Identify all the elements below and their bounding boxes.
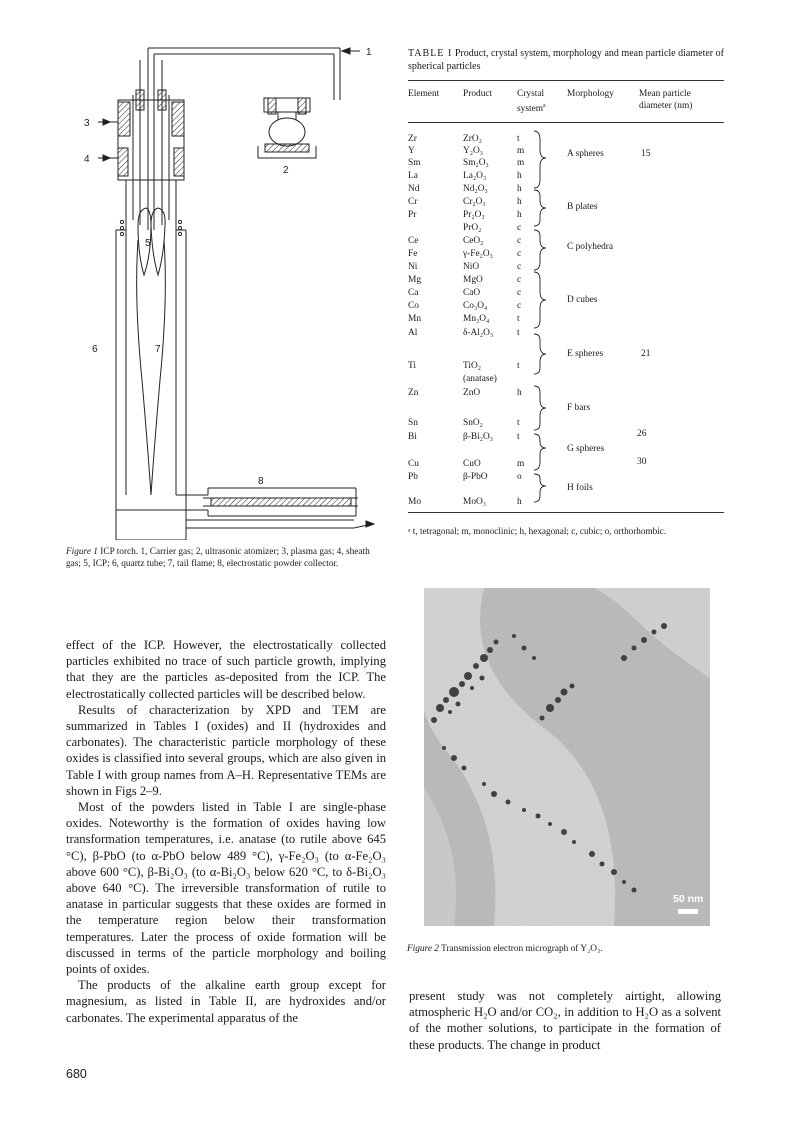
cell-element: Co — [408, 301, 419, 311]
header-element: Element — [408, 89, 440, 99]
group-a-morphology: A spheres — [567, 149, 604, 159]
cell-crystal: c — [517, 249, 522, 259]
table1-title-text: Product, crystal system, morphology and mean particle diameter of spherical particles — [408, 48, 724, 72]
cell-crystal: c — [517, 288, 522, 298]
figure1-caption-label: Figure 1 — [66, 547, 98, 557]
cell-crystal: h — [517, 171, 522, 181]
header-crystal-text: Crystal system — [517, 89, 545, 115]
cell-crystal: t — [517, 328, 520, 338]
header-product: Product — [463, 89, 493, 99]
cell-crystal: c — [517, 262, 522, 272]
cell-element: Mo — [408, 497, 422, 507]
fig1-label-2: 2 — [283, 165, 289, 176]
right-column-text — [409, 988, 721, 1053]
table1-label: TABLE I — [408, 48, 453, 59]
cell-product: SnO₂ — [463, 418, 483, 428]
cell-product: CuO — [463, 459, 481, 469]
group-d-morphology: D cubes — [567, 295, 598, 305]
cell-element: Zn — [408, 388, 419, 398]
table-bottom-rule — [408, 512, 724, 513]
group-g-morphology: G spheres — [567, 444, 605, 454]
fig1-label-8: 8 — [258, 476, 264, 487]
fig1-label-5: 5 — [145, 238, 151, 249]
cell-product: (anatase) — [463, 374, 497, 384]
cell-crystal: t — [517, 361, 520, 371]
scale-bar-label: 50 nm — [673, 893, 704, 905]
fig1-label-6: 6 — [92, 344, 98, 355]
cell-product: Pr₂O₃ — [463, 210, 485, 220]
cell-element: Fe — [408, 249, 418, 259]
cell-element: Cu — [408, 459, 419, 469]
cell-crystal: c — [517, 275, 522, 285]
table-top-rule — [408, 80, 724, 81]
group-e-diameter: 21 — [641, 349, 651, 359]
paragraph: Most of the powders listed in Table I are single-phase oxides. Noteworthy is the formation of oxides having low transformation temperatures, i.e. anatase (to rutile above 645 °C), β-PbO (to α-PbO below 489 °C), γ-Fe₂O₃ (to α-Fe₂O₃ above 600 °C), β-Bi₂O₃ (to α-Bi₂O₃ below 620 °C, to δ-Bi₂O₃ above 640 °C). The irreversible transformation of rutile to anatase in particular suggests that these oxides are formed in the temperature region below their transformation temperatures. Later the process of oxide formation will be discussed in terms of the particle morphology and boiling points of oxides. — [66, 800, 386, 977]
table1-title — [408, 47, 724, 73]
cell-product: La₂O₃ — [463, 171, 487, 181]
cell-product: CaO — [463, 288, 481, 298]
table1-footnote: ᵃ t, tetragonal; m, monoclinic; h, hexagonal; c, cubic; o, orthorhombic. — [408, 526, 667, 536]
cell-product: Cr₂O₃ — [463, 197, 486, 207]
cell-product: TiO₂ — [463, 361, 482, 371]
cell-element: Sm — [408, 158, 421, 168]
cell-product: δ-Al₂O₃ — [463, 328, 494, 338]
paragraph: Results of characterization by XPD and TEM are summarized in Tables I (oxides) and II (hydroxides and carbonates). The characteristic particle morphology of these oxides is classified into several groups, which are also given in Table I with group names from A–H. Representative TEMs are shown in Figs 2–9. — [66, 702, 386, 798]
figure1-caption — [66, 546, 378, 570]
cell-element: Y — [408, 146, 415, 156]
cell-product: ZnO — [463, 388, 481, 398]
cell-product: MoO₃ — [463, 497, 487, 507]
cell-crystal: h — [517, 497, 522, 507]
cell-crystal: c — [517, 301, 522, 311]
cell-crystal: o — [517, 472, 522, 482]
header-mean-diameter: Mean particle diameter (nm) — [639, 89, 693, 111]
fig1-label-7: 7 — [155, 344, 161, 355]
cell-crystal: t — [517, 432, 520, 442]
cell-product: β-Bi₂O₃ — [463, 432, 494, 442]
cell-element: Sn — [408, 418, 418, 428]
cell-element: Nd — [408, 184, 420, 194]
cell-element: Ti — [408, 361, 417, 371]
header-morphology: Morphology — [567, 89, 614, 99]
left-column-text — [66, 637, 386, 1026]
cell-element: Pb — [408, 472, 418, 482]
group-b-morphology: B plates — [567, 202, 598, 212]
cell-element: Mn — [408, 314, 422, 324]
cell-crystal: m — [517, 146, 525, 156]
group-a-diameter: 15 — [641, 149, 651, 159]
cell-crystal: t — [517, 314, 520, 324]
cell-product: MgO — [463, 275, 483, 285]
cell-element: Ce — [408, 236, 419, 246]
tem-micrograph — [424, 588, 710, 926]
cell-crystal: m — [517, 459, 525, 469]
header-crystal-footnote-mark: a — [543, 103, 546, 109]
cell-product: Mn₃O₄ — [463, 314, 490, 324]
cell-product: ZrO₂ — [463, 134, 482, 144]
cell-crystal: c — [517, 223, 522, 233]
figure2-caption-label: Figure 2 — [407, 944, 439, 954]
cell-product: Y₂O₃ — [463, 146, 484, 156]
cell-product: CeO₂ — [463, 236, 484, 246]
cell-element: Al — [408, 328, 418, 338]
scale-bar — [678, 909, 698, 914]
group-f-extra-diameter: 26 — [637, 429, 647, 439]
cell-element: Ca — [408, 288, 419, 298]
cell-product: PrO₂ — [463, 223, 482, 233]
cell-product: NiO — [463, 262, 480, 272]
cell-crystal: t — [517, 134, 520, 144]
cell-product: Nd₂O₃ — [463, 184, 488, 194]
group-f-morphology: F bars — [567, 403, 591, 413]
page-number: 680 — [66, 1067, 87, 1081]
cell-product: γ-Fe₂O₃ — [463, 249, 493, 259]
cell-crystal: t — [517, 418, 520, 428]
group-braces — [528, 128, 558, 520]
header-crystal-system — [517, 88, 567, 115]
group-c-morphology: C polyhedra — [567, 242, 614, 252]
cell-product: Co₃O₄ — [463, 301, 488, 311]
paragraph: The products of the alkaline earth group except for magnesium, as listed in Table II, are hydroxides and/or carbonates. The experimental apparatus of the — [66, 978, 386, 1025]
fig1-label-1: 1 — [366, 47, 372, 58]
figure2-caption — [407, 944, 723, 954]
cell-element: La — [408, 171, 418, 181]
group-g-extra-diameter: 30 — [637, 457, 647, 467]
group-h-morphology: H foils — [567, 483, 593, 493]
cell-crystal: c — [517, 236, 522, 246]
figure2-caption-text: Transmission electron micrograph of Y₂O₃. — [441, 944, 603, 954]
fig1-label-4: 4 — [84, 154, 90, 165]
cell-element: Bi — [408, 432, 417, 442]
paragraph: effect of the ICP. However, the electrostatically collected particles exhibited no trace of such particle growth, implying that they are the particles as-deposited from the ICP. The electrostatically collected particles will be described below. — [66, 638, 386, 701]
cell-element: Cr — [408, 197, 418, 207]
cell-product: Sm₂O₃ — [463, 158, 489, 168]
table-header-rule — [408, 122, 724, 123]
icp-torch-diagram — [78, 40, 388, 540]
cell-crystal: h — [517, 197, 522, 207]
cell-crystal: h — [517, 184, 522, 194]
cell-product: β-PbO — [463, 472, 488, 482]
cell-crystal: h — [517, 210, 522, 220]
cell-element: Ni — [408, 262, 418, 272]
cell-element: Mg — [408, 275, 422, 285]
cell-element: Zr — [408, 134, 417, 144]
paragraph: present study was not completely airtight, allowing atmospheric H₂O and/or CO₂, in addition to H₂O as a solvent of the mother solutions, to participate in the formation of these products. The change in product — [409, 989, 721, 1052]
fig1-label-3: 3 — [84, 118, 90, 129]
cell-element: Pr — [408, 210, 417, 220]
cell-crystal: h — [517, 388, 522, 398]
group-e-morphology: E spheres — [567, 349, 604, 359]
figure1-caption-text: ICP torch. 1, Carrier gas; 2, ultrasonic atomizer; 3, plasma gas; 4, sheath gas; 5, ICP; 6, quartz tube; 7, tail flame; 8, electrostatic powder collector. — [66, 547, 370, 569]
cell-crystal: m — [517, 158, 525, 168]
